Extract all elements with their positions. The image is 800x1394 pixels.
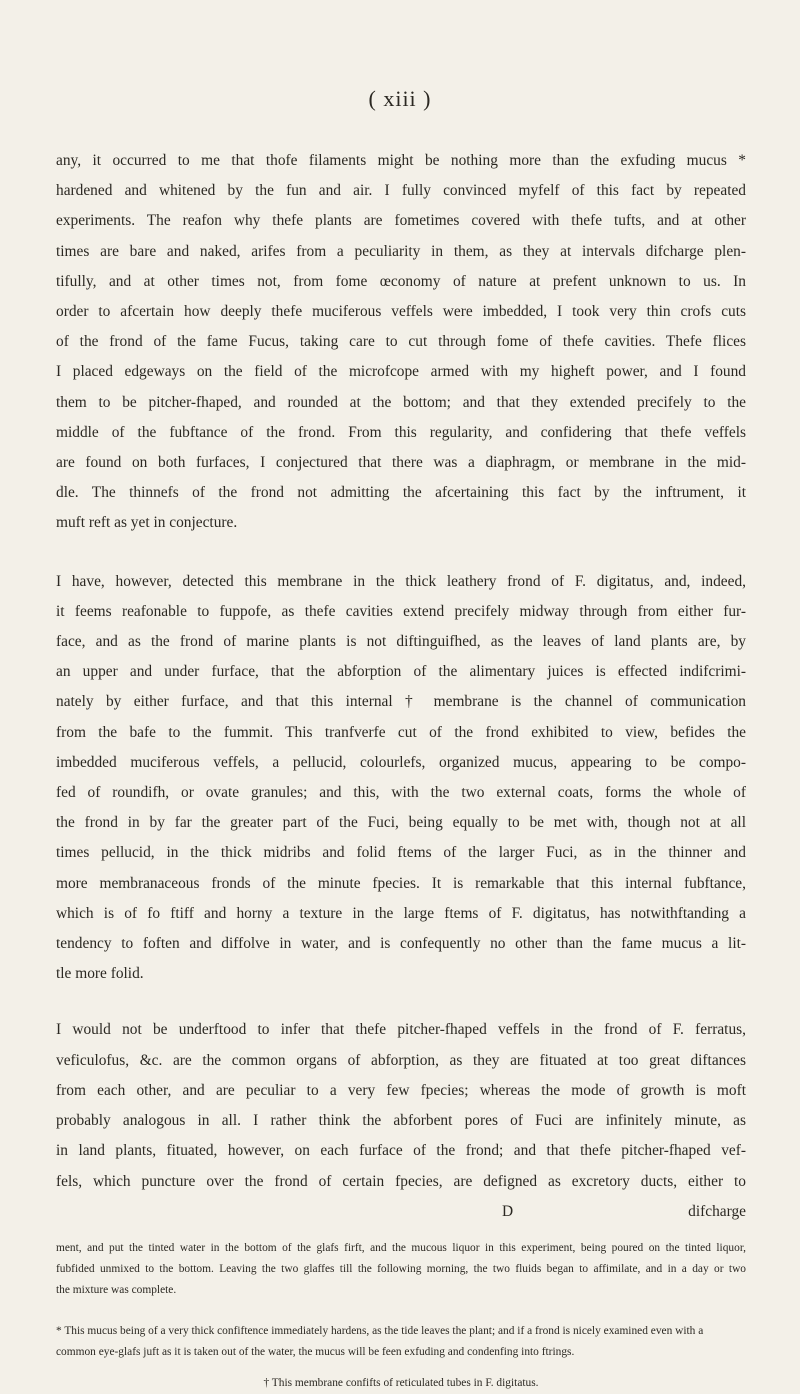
paragraph-1 [56, 146, 746, 539]
text-line: face, and as the frond of marine plants is not diftinguifhed, as the leaves of land plants are, by [56, 633, 746, 651]
text-line: from each other, and are peculiar to a very few fpecies; whereas the mode of growth is moft [56, 1081, 746, 1099]
text-line: common eye-glafs juft as it is taken out of the water, the mucus will be feen exfuding and condenfing into ftrings. [56, 1346, 575, 1358]
text-line: tifully, and at other times not, from fome œconomy of nature at prefent unknown to us. In [56, 272, 746, 290]
text-line: are found on both furfaces, I conjectured that there was a diaphragm, or membrane in the mid- [56, 454, 746, 472]
footnote-dagger: † This membrane confifts of reticulated tubes in F. digitatus. [263, 1377, 539, 1389]
text-line: veficulofus, &c. are the common organs of abforption, as they are fituated at too great diftances [56, 1051, 746, 1069]
text-line: in land plants, fituated, however, on each furface of the frond; and that thefe pitcher-fhaped vef- [56, 1142, 746, 1160]
text-line: which is of fo ftiff and horny a texture in the large ftems of F. digitatus, has notwithftanding a [56, 904, 746, 922]
text-line: the mixture was complete. [56, 1284, 177, 1296]
text-line: tendency to foften and diffolve in water, and is confequently no other than the fame mucus a lit- [56, 935, 746, 953]
text-line: order to afcertain how deeply thefe muciferous veffels were imbedded, I took very thin crofs cuts [56, 303, 746, 321]
text-line: them to be pitcher-fhaped, and rounded at the bottom; and that they extended precifely to the [56, 393, 746, 411]
text-line: an upper and under furface, that the abforption of the alimentary juices is effected indifcrimi- [56, 663, 746, 681]
text-line: hardened and whitened by the fun and air. I fully convinced myfelf of this fact by repeated [56, 182, 746, 200]
text-line: of the frond of the fame Fucus, taking care to cut through fome of thefe cavities. Thefe flices [56, 333, 746, 351]
text-line: probably analogous in all. I rather think the abforbent pores of Fuci are infinitely minute, as [56, 1112, 746, 1130]
text-line: more membranaceous fronds of the minute fpecies. It is remarkable that this internal fubftance, [56, 874, 746, 892]
text-line: fels, which puncture over the frond of certain fpecies, are defigned as excretory ducts, either to [56, 1172, 746, 1190]
text-line: experiments. The reafon why thefe plants are fometimes covered with thefe tufts, and at other [56, 212, 746, 230]
text-line: fubfided unmixed to the bottom. Leaving the two glaffes till the following morning, the two fluids began to affimilate, and in a day or two [56, 1263, 746, 1275]
text-line: fed of roundifh, or ovate granules; and this, with the two external coats, forms the whole of [56, 784, 746, 802]
text-line: nately by either furface, and that this internal † membrane is the channel of communication [56, 693, 746, 711]
signature-line [56, 1197, 746, 1227]
text-line: * This mucus being of a very thick confiftence immediately hardens, as the tide leaves the plant; and if a frond is nicely examined even with a [56, 1325, 704, 1337]
page-number: ( xiii ) [368, 86, 432, 111]
text-line: I placed edgeways on the field of the microfcope armed with my higheft power, and I found [56, 363, 746, 381]
text-line: middle of the fubftance of the frond. From this regularity, and confidering that thefe veffels [56, 423, 746, 441]
paragraph-2 [56, 567, 746, 990]
signature-mark: D [502, 1202, 514, 1220]
text-line: muft reft as yet in conjecture. [56, 514, 238, 532]
text-line: I would not be underftood to infer that thefe pitcher-fhaped veffels in the frond of F. ferratus, [56, 1021, 746, 1039]
footnotes [56, 1238, 746, 1394]
text-line: it feems reafonable to fuppofe, as thefe cavities extend precifely midway through from either fur- [56, 602, 746, 620]
paragraph-3 [56, 1015, 746, 1196]
text-line: the frond in by far the greater part of the Fuci, being equally to be met with, though not at all [56, 814, 746, 832]
text-line: ment, and put the tinted water in the bottom of the glafs firft, and the mucous liquor in this experiment, being poured on the tinted liquor, [56, 1242, 746, 1254]
text-line: imbedded muciferous veffels, a pellucid, colourlefs, organized mucus, appearing to be compo- [56, 753, 746, 771]
text-line: tle more folid. [56, 965, 144, 983]
main-text [56, 146, 746, 1227]
text-line: from the bafe to the fummit. This tranfverfe cut of the frond exhibited to view, befides the [56, 723, 746, 741]
text-line: I have, however, detected this membrane in the thick leathery frond of F. digitatus, and, indeed, [56, 572, 746, 590]
footnote-star [56, 1321, 746, 1363]
text-line: any, it occurred to me that thofe filaments might be nothing more than the exfuding mucus * [56, 152, 746, 169]
text-line: dle. The thinnefs of the frond not admitting the afcertaining this fact by the inftrument, it [56, 484, 746, 502]
catchword: difcharge [688, 1202, 746, 1220]
text-line: times are bare and naked, arifes from a peculiarity in them, as they at intervals difcharge plen- [56, 242, 746, 260]
footnote-continued [56, 1238, 746, 1301]
text-line: times pellucid, in the thick midribs and folid ftems of the larger Fuci, as in the thinner and [56, 844, 746, 862]
